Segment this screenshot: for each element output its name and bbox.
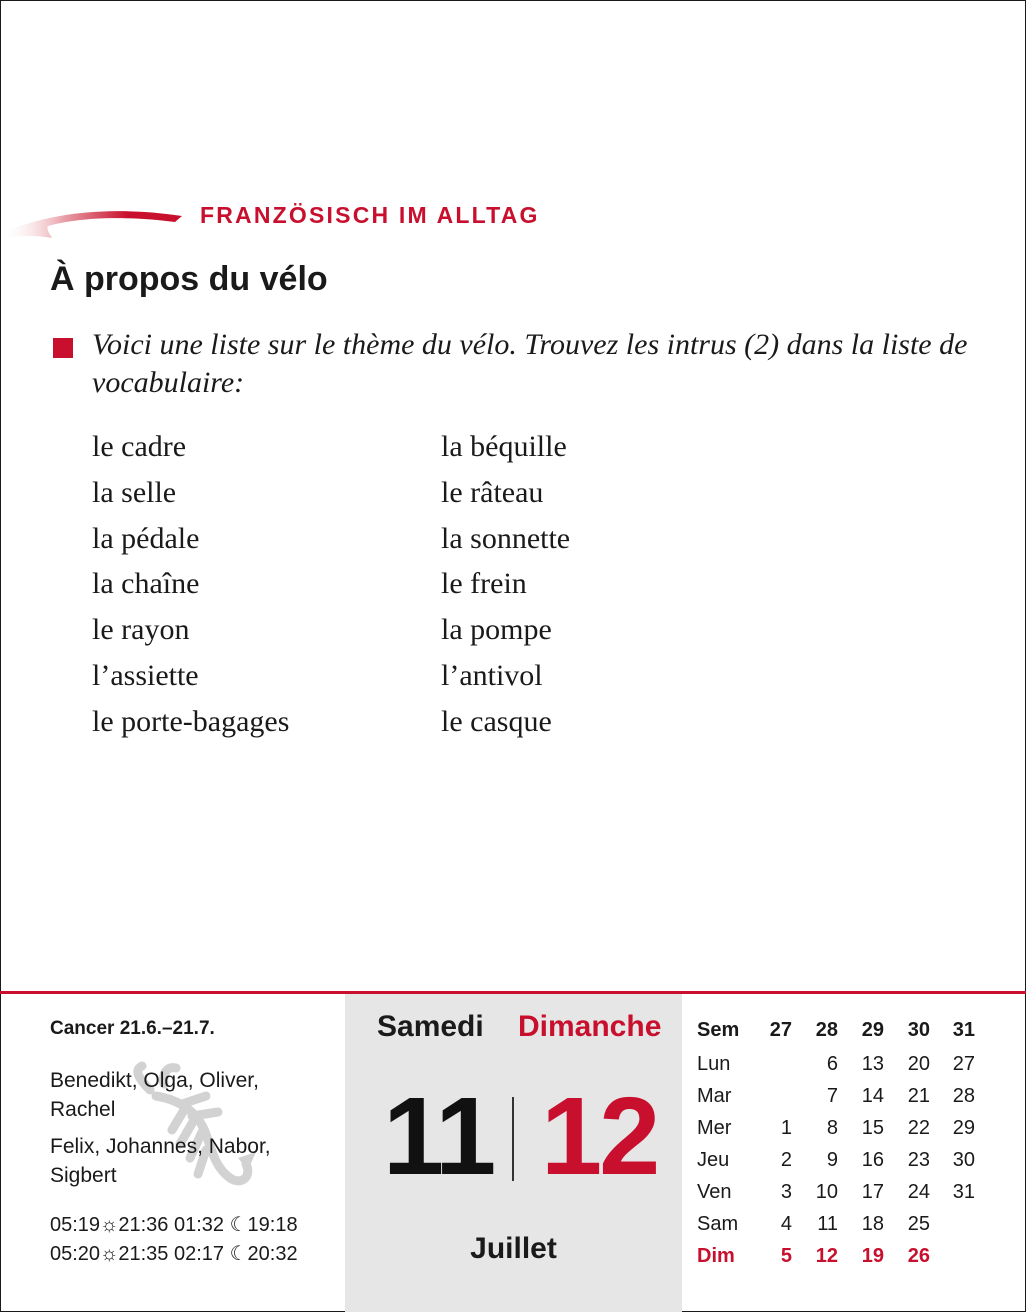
saturday-date-number: 11 [383,1075,494,1198]
calendar-date: 4 [780,1213,792,1235]
weekday-label: Mer [697,1117,732,1139]
vocab-item: la pédale [92,521,200,555]
calendar-date: 28 [952,1085,975,1107]
date-separator [512,1097,514,1181]
calendar-date: 24 [907,1181,930,1203]
calendar-date: 11 [817,1213,838,1235]
vocab-item: le porte-bagages [92,704,290,738]
week-number: 30 [907,1019,930,1041]
vocab-item: la béquille [441,430,567,463]
vocab-list-left [92,424,289,745]
weekday-label: Jeu [697,1149,730,1171]
calendar-date: 29 [952,1117,975,1139]
calendar-date: 17 [861,1181,884,1203]
calendar-date: 26 [907,1245,930,1267]
calendar-date: 16 [861,1149,884,1171]
vocab-item: l’antivol [441,658,543,692]
vocab-item: le cadre [92,430,187,463]
saturday-label: Samedi [377,1010,484,1043]
vocab-item: le frein [441,567,527,601]
calendar-date: 23 [907,1149,930,1171]
calendar-date: 22 [907,1117,930,1139]
calendar-date: 8 [826,1117,838,1139]
vocab-item: la selle [92,475,177,509]
calendar-date: 6 [826,1053,838,1075]
weekday-label: Lun [697,1053,731,1075]
calendar-date: 27 [952,1053,975,1075]
vocab-item: la chaîne [92,567,200,601]
calendar-date: 30 [952,1149,975,1171]
vocab-item: la sonnette [441,521,571,555]
lesson-title: À propos du vélo [50,260,328,298]
weekday-label: Ven [697,1181,732,1203]
calendar-date: 7 [826,1085,838,1107]
week-number: 27 [769,1019,792,1041]
vocab-item: l’assiette [92,658,199,692]
calendar-date: 20 [907,1053,930,1075]
calendar-date: 18 [861,1213,884,1235]
name-days-saturday: Benedikt, Olga, Oliver, Rachel [50,1069,259,1121]
month-label: Juillet [470,1232,557,1265]
sun-moon-times-sunday: 05:20☼21:35 02:17 ☾20:32 [50,1243,298,1265]
weekday-label: Sam [697,1213,739,1235]
calendar-date: 13 [861,1053,884,1075]
calendar-date: 21 [907,1085,930,1107]
week-number: 28 [815,1019,838,1041]
date-panel [345,994,682,1312]
calendar-date: 12 [815,1245,838,1267]
calendar-date: 25 [907,1213,930,1235]
weekday-label: Dim [697,1245,735,1267]
vocab-item: le casque [441,704,552,738]
sun-moon-times-saturday: 05:19☼21:36 01:32 ☾19:18 [50,1214,298,1236]
calendar-date: 9 [826,1149,838,1171]
name-days-sunday: Felix, Johannes, Nabor, Sigbert [50,1135,271,1187]
red-swoosh-decoration [0,200,190,242]
calendar-date: 15 [861,1117,884,1139]
week-number: 29 [861,1019,884,1041]
calendar-date: 19 [861,1245,884,1267]
red-square-bullet [53,338,73,358]
vocab-item: la pompe [441,613,552,647]
category-heading: FRANZÖSISCH IM ALLTAG [200,202,540,228]
week-label: Sem [697,1019,740,1041]
vocab-item: le râteau [441,475,544,509]
vocab-list-right [441,424,570,745]
sunday-date-number: 12 [541,1075,658,1198]
calendar-date: 1 [780,1117,792,1139]
week-number: 31 [952,1019,975,1041]
calendar-date: 5 [780,1245,792,1267]
weekday-label: Mar [697,1085,732,1107]
calendar-date: 2 [780,1149,792,1171]
zodiac-sign: Cancer 21.6.–21.7. [50,1018,215,1039]
calendar-date: 14 [861,1085,884,1107]
vocab-item: le rayon [92,613,190,647]
sunday-label: Dimanche [518,1010,662,1043]
calendar-date: 31 [952,1181,975,1203]
calendar-date: 3 [780,1181,792,1203]
instruction-text: Voici une liste sur le thème du vélo. Trouvez les intrus (2) dans la liste de vocabulaire: [92,328,968,399]
calendar-date: 10 [815,1181,838,1203]
